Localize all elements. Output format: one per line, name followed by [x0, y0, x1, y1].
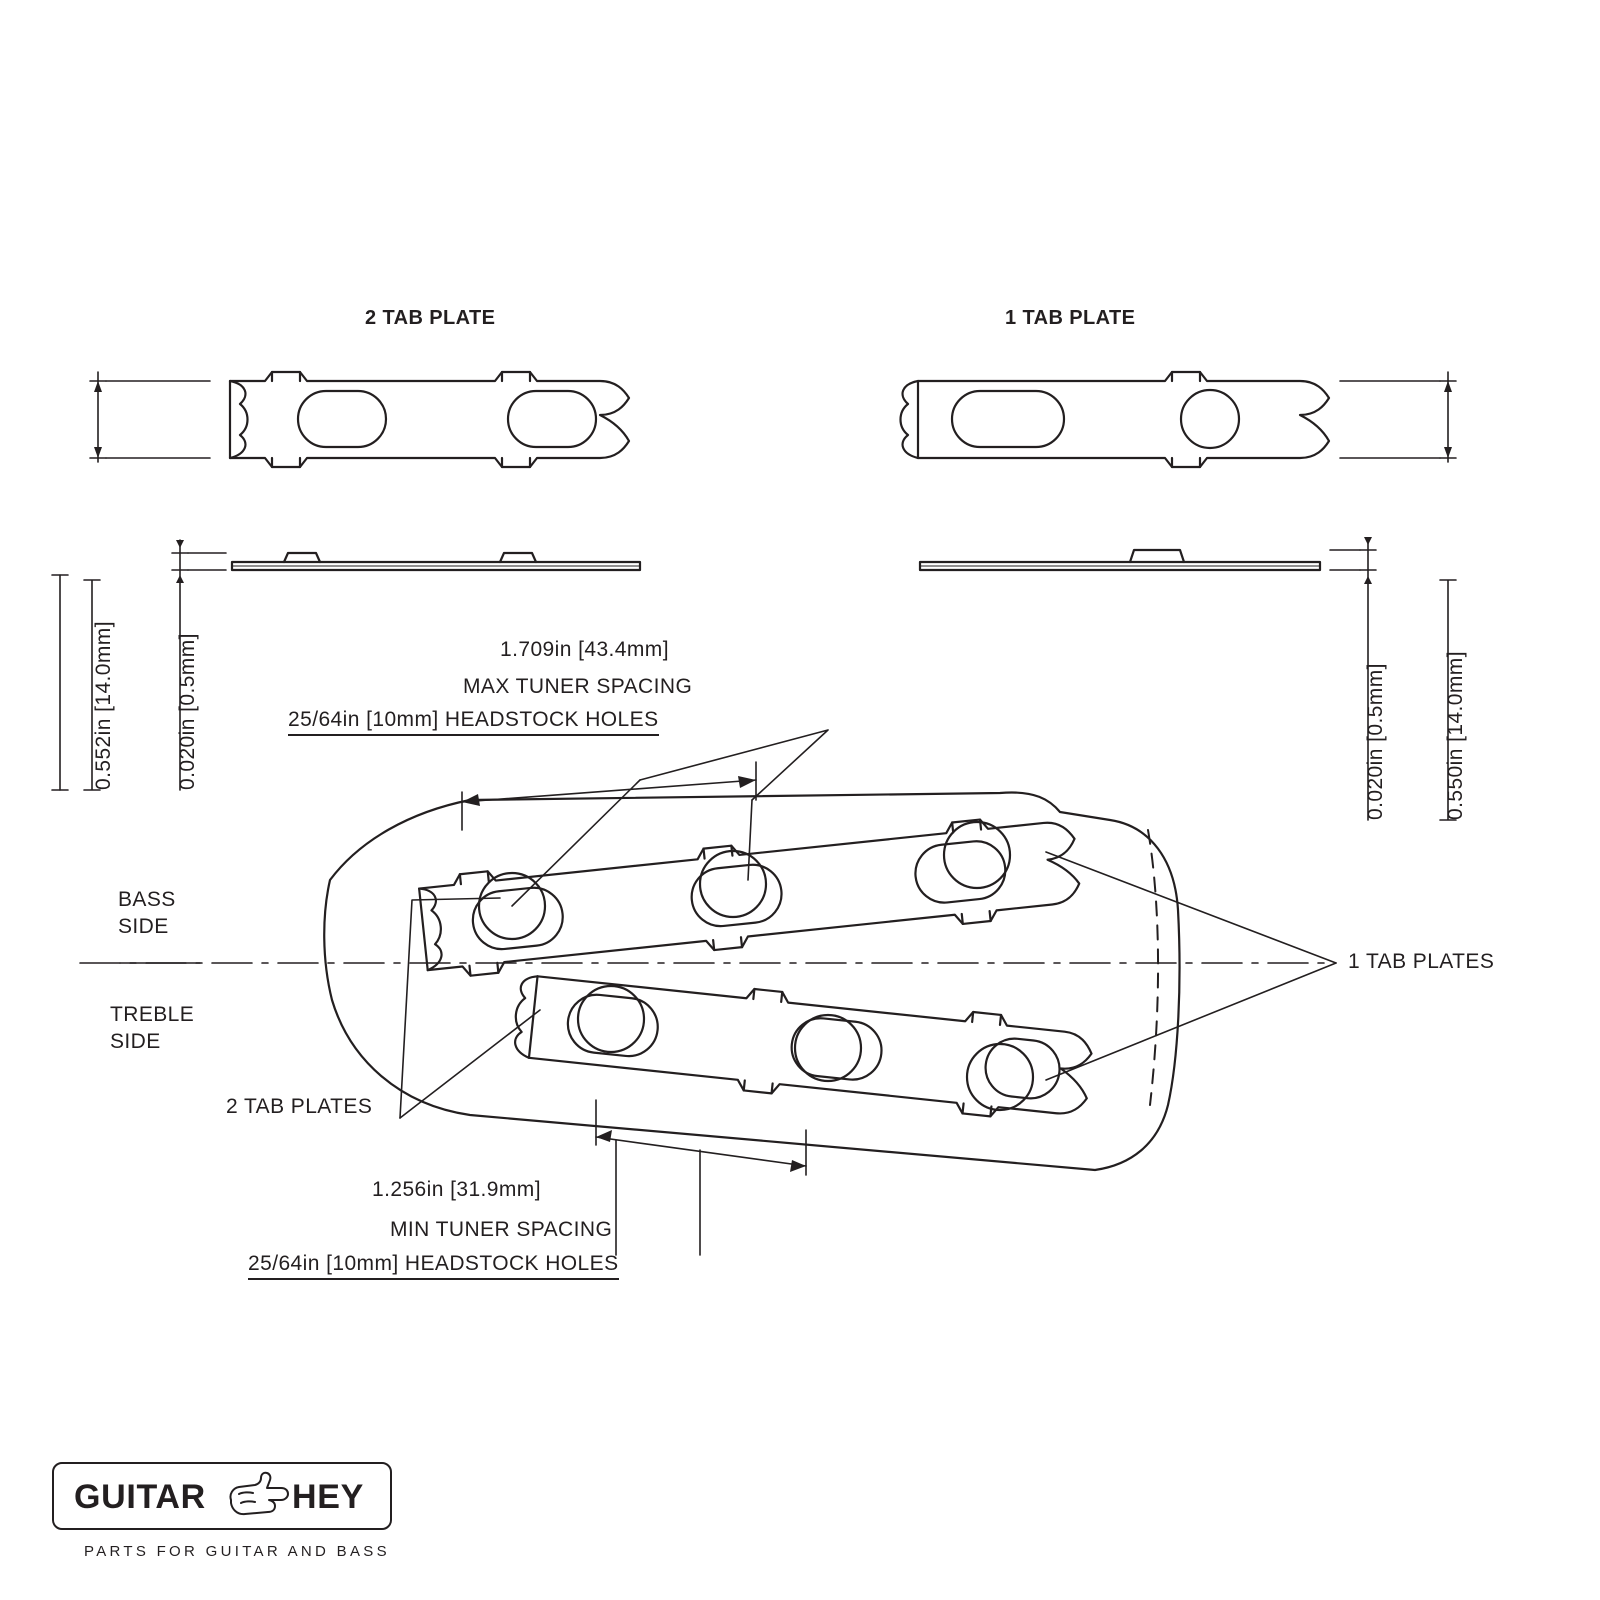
title-two-tab-plate: 2 TAB PLATE	[365, 307, 496, 329]
dimension-max-tuner-spacing	[462, 730, 828, 906]
bass-side-tuner-holes	[479, 822, 1010, 939]
logo-tagline: PARTS FOR GUITAR AND BASS	[84, 1543, 390, 1560]
dimension-label-right-thickness: 0.020in [0.5mm]	[1364, 663, 1387, 820]
note-min-spacing-value: 1.256in [31.9mm]	[372, 1178, 541, 1201]
leader-one-tab-plates	[1046, 852, 1336, 1080]
note-max-spacing-holes: 25/64in [10mm] HEADSTOCK HOLES	[288, 708, 659, 736]
logo-text-guitar: GUITAR	[74, 1478, 206, 1516]
callout-one-tab-plates: 1 TAB PLATES	[1348, 950, 1495, 973]
two-tab-plate-side-view	[232, 553, 640, 570]
leader-two-tab-plates	[400, 898, 540, 1118]
note-max-spacing-value: 1.709in [43.4mm]	[500, 638, 669, 661]
note-min-spacing-label: MIN TUNER SPACING	[390, 1218, 613, 1241]
label-treble-side-line1: TREBLE	[110, 1003, 195, 1026]
label-treble-side-line2: SIDE	[110, 1030, 161, 1053]
one-tab-plate-side-view	[920, 550, 1320, 570]
label-bass-side-line1: BASS	[118, 888, 176, 911]
dimension-right-height	[1340, 372, 1456, 820]
label-bass-side-line2: SIDE	[118, 915, 169, 938]
note-max-spacing-label: MAX TUNER SPACING	[463, 675, 693, 698]
note-min-spacing-holes: 25/64in [10mm] HEADSTOCK HOLES	[248, 1252, 619, 1280]
dimension-label-left-height: 0.552in [14.0mm]	[92, 621, 115, 790]
dimension-min-tuner-spacing	[596, 1100, 806, 1255]
pointing-hand-icon	[225, 1470, 291, 1522]
logo-text-hey: HEY	[292, 1478, 364, 1516]
callout-two-tab-plates: 2 TAB PLATES	[226, 1095, 373, 1118]
one-tab-plate-top-view	[901, 372, 1330, 467]
two-tab-plate-top-view	[230, 372, 629, 467]
dimension-label-right-height: 0.550in [14.0mm]	[1444, 651, 1467, 820]
title-one-tab-plate: 1 TAB PLATE	[1005, 307, 1136, 329]
dimension-label-left-thickness: 0.020in [0.5mm]	[176, 633, 199, 790]
